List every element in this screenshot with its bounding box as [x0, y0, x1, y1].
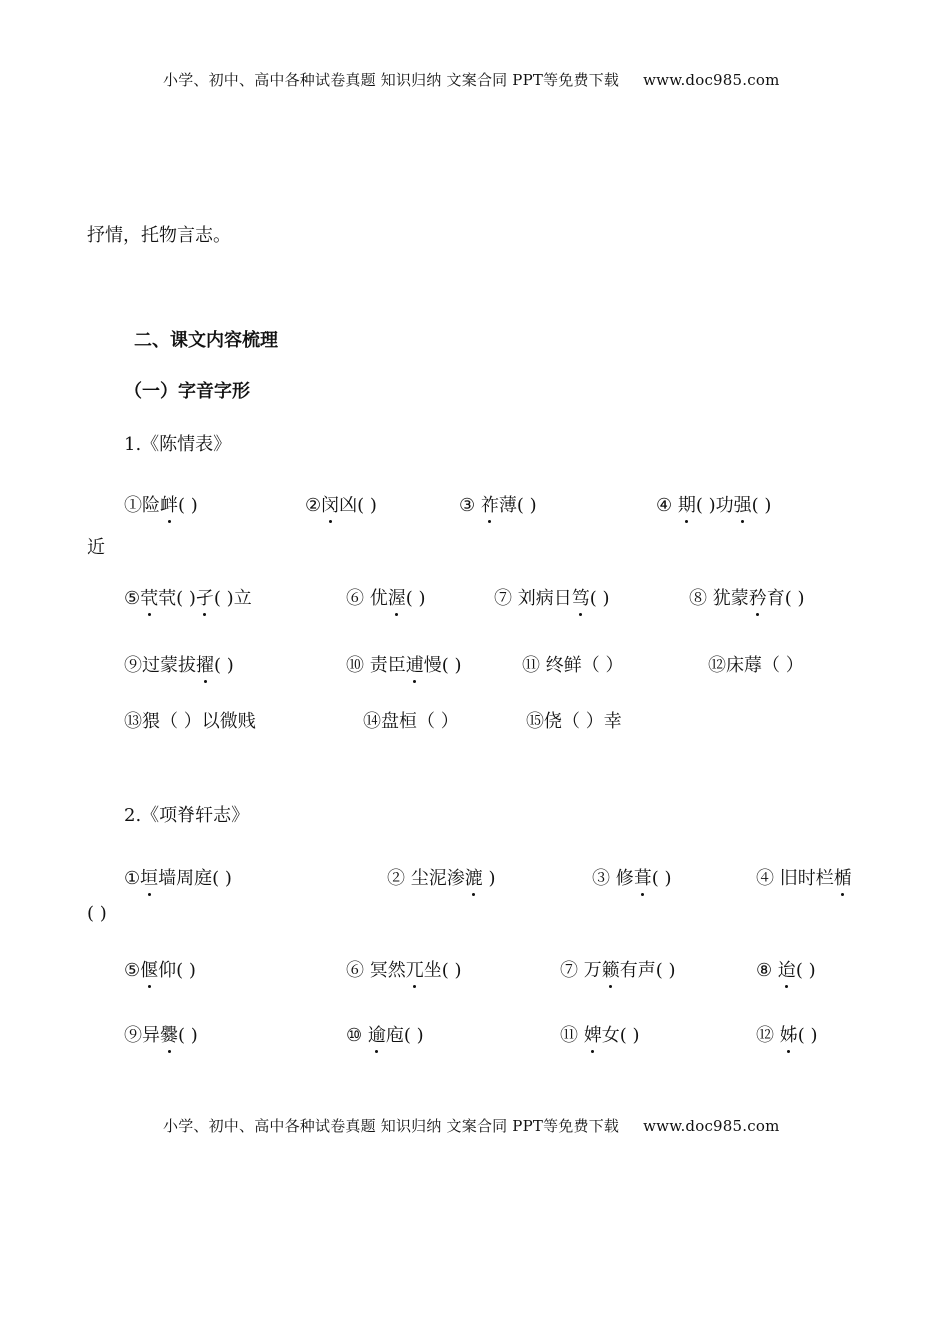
list-item: ② 尘泥渗漉 ) — [387, 864, 495, 890]
list-item: ⑥ 优渥( ) — [346, 584, 426, 610]
list-item: ⑥ 冥然兀坐( ) — [346, 956, 462, 982]
list-item: ④ 期( )功强( ) — [656, 491, 771, 517]
list-item: ⑫ 姊( ) — [756, 1021, 818, 1047]
list-item: ⑨过蒙拔擢( ) — [124, 651, 234, 677]
list-item: ④ 旧时栏楯 — [756, 864, 852, 890]
list-item: ②闵凶( ) — [305, 491, 377, 517]
header-url: www.doc985.com — [643, 71, 780, 89]
page-header — [163, 69, 780, 90]
list-item: ⑨异爨( ) — [124, 1021, 198, 1047]
part2-title: 2.《项脊轩志》 — [124, 805, 250, 826]
list-item: ⑪ 婢女( ) — [560, 1021, 640, 1047]
subsection-title: （一）字音字形 — [124, 381, 250, 402]
list-item: ⑭盘桓（ ） — [363, 711, 459, 732]
list-item: ⑦ 刘病日笃( ) — [494, 584, 610, 610]
list-item: ⑧ 犹蒙矜育( ) — [689, 584, 805, 610]
footer-text: 小学、初中、高中各种试卷真题 知识归纳 文案合同 PPT等免费下载 — [163, 1117, 620, 1135]
list-item: ①险衅( ) — [124, 491, 198, 517]
list-item: ⑮侥（ ）幸 — [526, 711, 622, 732]
list-item: ⑤偃仰( ) — [124, 956, 196, 982]
header-text: 小学、初中、高中各种试卷真题 知识归纳 文案合同 PPT等免费下载 — [163, 71, 620, 89]
intro-line: 抒情，托物言志。 — [87, 225, 231, 246]
list-item-continuation: ( ) — [87, 903, 107, 924]
list-item-continuation: 近 — [87, 537, 105, 558]
list-item: ⑪ 终鲜（ ） — [522, 655, 624, 676]
list-item: ⑬猥（ ）以微贱 — [124, 711, 256, 732]
footer-url: www.doc985.com — [643, 1117, 780, 1135]
list-item: ⑫床蓐（ ） — [708, 655, 804, 676]
list-item: ⑦ 万籁有声( ) — [560, 956, 676, 982]
list-item: ⑤茕茕( )孑( )立 — [124, 584, 252, 610]
list-item: ⑧ 迨( ) — [756, 956, 816, 982]
part1-title: 1.《陈情表》 — [124, 434, 232, 455]
list-item: ③ 祚薄( ) — [459, 491, 537, 517]
page-footer — [163, 1115, 780, 1136]
list-item: ⑩ 责臣逋慢( ) — [346, 651, 462, 677]
list-item: ①垣墙周庭( ) — [124, 864, 232, 890]
list-item: ⑩ 逾庖( ) — [346, 1021, 424, 1047]
list-item: ③ 修葺( ) — [592, 864, 672, 890]
section-title: 二、课文内容梳理 — [134, 330, 278, 351]
